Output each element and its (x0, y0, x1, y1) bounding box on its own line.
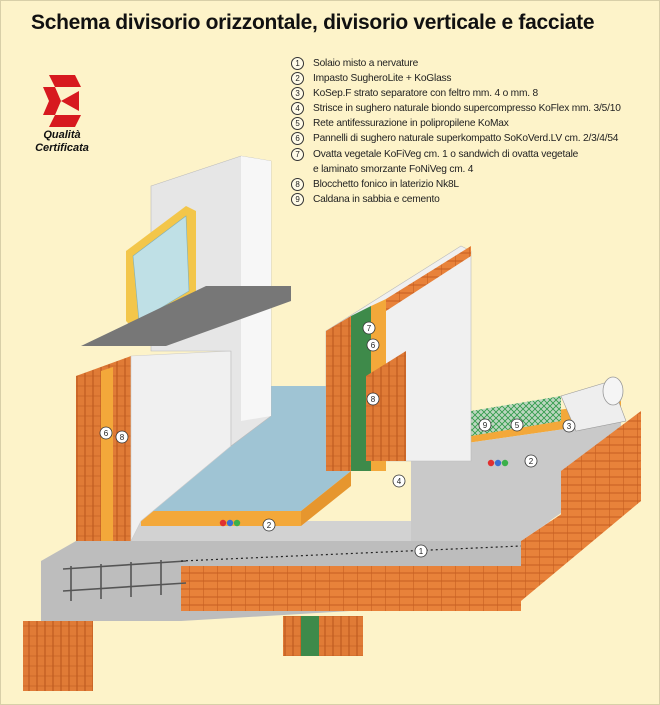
legend-number: 3 (291, 87, 304, 100)
legend-text: Impasto SugheroLite + KoGlass (313, 73, 452, 85)
foundation-green (301, 616, 319, 656)
legend-number: 2 (291, 72, 304, 85)
logo-text-line1: Qualità (43, 129, 81, 141)
callout-7-label: 7 (366, 324, 372, 333)
callout-2b-label: 2 (528, 457, 534, 466)
legend-text: Caldana in sabbia e cemento (313, 193, 440, 205)
partition-brick-left (326, 316, 351, 471)
callout-4-label: 4 (396, 477, 402, 486)
legend-text: Pannelli di sughero naturale superkompatto SoKoVerd.LV cm. 2/3/4/54 (313, 133, 619, 145)
legend-number: 5 (291, 117, 304, 130)
legend-number: 4 (291, 102, 304, 115)
foundation-center (283, 616, 363, 656)
callout-6b (367, 339, 379, 351)
callout-3-label: 3 (566, 422, 572, 431)
callout-5-label: 5 (514, 421, 520, 430)
legend-text-continued: e laminato smorzante FoNiVeg cm. 4 (313, 163, 474, 175)
logo-text-line2: Certificata (35, 142, 89, 154)
legend-number: 6 (291, 132, 304, 145)
callout-7 (363, 322, 375, 334)
callout-5 (511, 419, 523, 431)
legend-number: 9 (291, 193, 304, 206)
legend-number: 8 (291, 178, 304, 191)
callout-8b (367, 393, 379, 405)
felt-roll (603, 377, 623, 405)
construction-illustration (1, 1, 659, 704)
callout-3 (563, 420, 575, 432)
legend-text: Solaio misto a nervature (313, 58, 419, 69)
callout-6a-label: 6 (103, 429, 109, 438)
callout-6b-label: 6 (370, 341, 376, 350)
legend-text: Blocchetto fonico in laterizio Nk8L (313, 178, 459, 190)
legend-number: 7 (291, 148, 304, 161)
callout-2a-label: 2 (266, 521, 272, 530)
callout-8a (116, 431, 128, 443)
slab-front-bricks (181, 566, 521, 611)
legend-text: KoSep.F strato separatore con feltro mm. 4 o mm. 8 (313, 88, 538, 100)
callout-2a (263, 519, 275, 531)
diagram-title: Schema divisorio orizzontale, divisorio verticale e facciate (31, 11, 595, 34)
callout-4 (393, 475, 405, 487)
callout-1 (415, 545, 427, 557)
callout-8a-label: 8 (119, 433, 125, 442)
callout-9-label: 9 (482, 421, 488, 430)
callout-1-label: 1 (418, 547, 424, 556)
left-cork-panel (101, 367, 113, 541)
legend-text: Rete antifessurazione in polipropilene KoMax (313, 118, 509, 130)
legend-text: Ovatta vegetale KoFiVeg cm. 1 o sandwich di ovatta vegetale (313, 148, 579, 160)
legend-number: 1 (291, 57, 304, 70)
callout-6a (100, 427, 112, 439)
legend-text: Strisce in sughero naturale biondo supercompresso KoFlex mm. 3/5/10 (313, 103, 621, 115)
foundation-left (23, 621, 93, 691)
callout-8b-label: 8 (370, 395, 376, 404)
callout-9 (479, 419, 491, 431)
callout-2b (525, 455, 537, 467)
